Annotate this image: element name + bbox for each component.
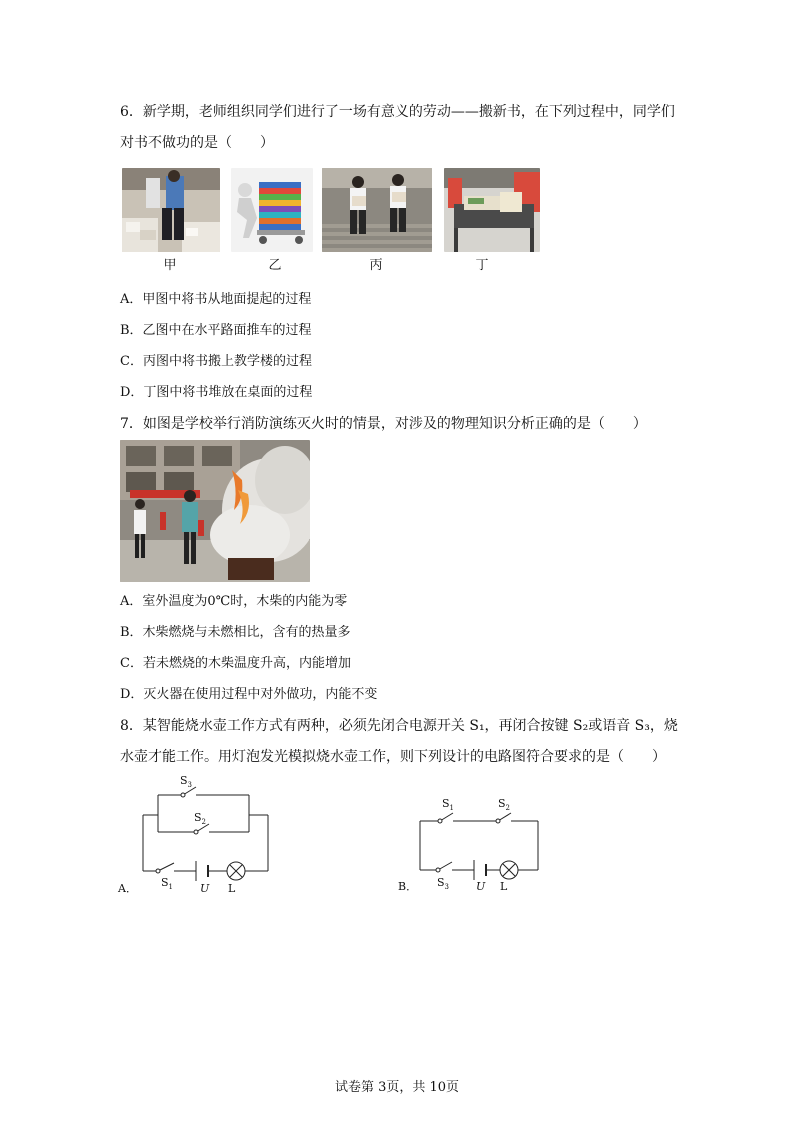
circuit-b-option-label: B． [398,880,418,893]
q6-option-a: A．甲图中将书从地面提起的过程 [120,292,312,307]
circuit-a-s1-label: $S_1$ [161,876,174,891]
caption-ding: 丁 [475,258,489,273]
circuit-b-s2-label: $S_2$ [498,797,511,812]
photo-bing [322,168,432,252]
photo-yi [231,168,313,252]
q7-option-a: A．室外温度为0℃时，木柴的内能为零 [120,594,348,609]
circuit-b-s1-label: $S_1$ [442,797,455,812]
q7-stem: 7．如图是学校举行消防演练灭火时的情景，对涉及的物理知识分析正确的是（ ） [120,416,647,432]
caption-yi: 乙 [268,258,282,273]
caption-bing: 丙 [369,258,383,273]
photo-jia [122,168,220,252]
circuit-b-s3-label: $S_3$ [437,876,450,891]
circuit-b-u-label: U [476,880,486,893]
q7-option-c: C．若未燃烧的木柴温度升高，内能增加 [120,656,351,671]
circuit-diagram-a [110,770,280,900]
circuit-a-u-label: U [200,882,210,895]
q6-option-c: C．丙图中将书搬上教学楼的过程 [120,354,312,369]
q6-stem-line1: 6．新学期，老师组织同学们进行了一场有意义的劳动——搬新书，在下列过程中，同学们 [120,104,675,120]
q7-option-b: B．木柴燃烧与未燃相比，含有的热量多 [120,625,351,640]
circuit-a-s2-label: $S_2$ [194,811,207,826]
circuit-b-l-label: L [500,880,508,893]
page-footer: 试卷第 3页，共 10页 [334,1080,460,1095]
q6-option-d: D．丁图中将书堆放在桌面的过程 [120,385,313,400]
circuit-diagram-b [390,790,550,900]
photo-ding [444,168,540,252]
q8-stem-line1: 8．某智能烧水壶工作方式有两种，必须先闭合电源开关 S₁，再闭合按键 S₂或语音 S₃，烧 [120,718,678,734]
circuit-a-s3-label: $S_3$ [180,774,193,789]
caption-jia: 甲 [163,258,177,273]
circuit-a-option-label: A． [118,882,137,895]
q8-stem-line2: 水壶才能工作。用灯泡发光模拟烧水壶工作，则下列设计的电路图符合要求的是（ ） [120,749,666,765]
q7-option-d: D．灭火器在使用过程中对外做功，内能不变 [120,687,378,702]
q6-option-b: B．乙图中在水平路面推车的过程 [120,323,312,338]
photo-fire-drill [120,440,310,582]
circuit-a-l-label: L [228,882,236,895]
q6-stem-line2: 对书不做功的是（ ） [120,135,274,151]
